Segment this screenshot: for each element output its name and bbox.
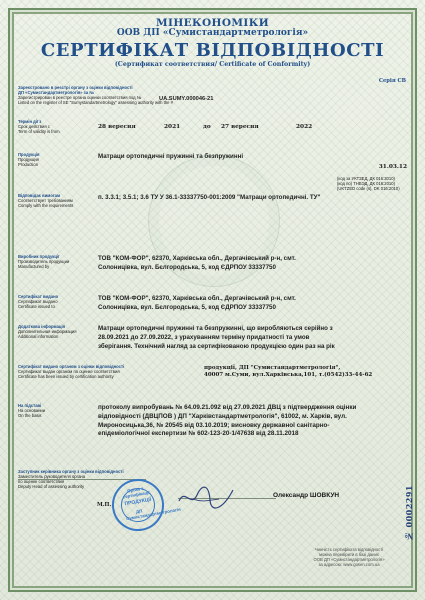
product-code-reference-3: (UKTZED code (s), DK 016:2010) xyxy=(337,185,400,191)
validity-labels xyxy=(18,120,92,135)
requirements-label-en: Comply with the requirements xyxy=(18,202,74,208)
registry-label-en-1: Listed on the register of SE "Sumystandartmetrology" assessing authority with the # xyxy=(18,99,173,105)
certificate-title: СЕРТИФІКАТ ВІДПОВІДНОСТІ xyxy=(40,40,385,62)
additional-info-labels xyxy=(18,325,92,340)
issuing-organization: ООВ ДП «Сумистандартметрологія» xyxy=(116,28,309,39)
signatory-label-en: Deputy Head of assessing authority xyxy=(18,483,85,489)
issuer-value xyxy=(204,365,412,380)
validity-label-en: Term of validity is from xyxy=(18,128,60,134)
manufacturer-label-ru: Производитель продукции xyxy=(18,258,70,264)
issuer-labels xyxy=(18,365,188,380)
issuer-line-2: 40007 м.Суми, вул.Харківська,101, т.(0542)33-44-62 xyxy=(204,372,373,379)
registry-number: UA.SUMY.000046-21 xyxy=(159,96,214,102)
basis-line-1: протоколу випробувань № 64.09.21.092 від 27.09.2021 ДВЦ з підтвердження оцінки xyxy=(98,404,357,411)
product-code: 31.03.12 xyxy=(378,164,407,170)
valid-to-year: 2022 xyxy=(296,124,313,130)
additional-info-line-1: Матраци ортопедичні пружинні та безпружинні, що виробляються серійно з xyxy=(98,325,333,332)
certificate-subtitle: (Сертификат соответствия/ Certificate of Conformity) xyxy=(114,61,311,69)
product-name: Матраци ортопедичні пружинні та безпружинні xyxy=(98,153,244,160)
basis-section xyxy=(18,404,407,459)
basis-label-ru: На основании xyxy=(18,407,46,413)
valid-from-date: 28 вересня xyxy=(98,124,136,130)
basis-label-ua: На підставі xyxy=(18,403,42,408)
valid-to-date: 27 вересня xyxy=(221,124,259,130)
issuer-section xyxy=(18,365,407,387)
issued-to-section xyxy=(18,295,407,325)
certificate-content xyxy=(9,8,416,69)
signatory-label-ru-2: по оценке соответствия xyxy=(18,478,65,484)
additional-info-value xyxy=(98,325,407,352)
issued-to-labels xyxy=(18,295,92,310)
basis-line-3: Мироносицька,36, № 20545 від 03.10.2019; висновку державної санітарно- xyxy=(98,421,330,429)
footer-line-3: ООВ ДП «Сумистандартметрологія» xyxy=(313,556,385,562)
handwritten-signature xyxy=(175,483,237,511)
signatory-name: Олександр ШОВКУН xyxy=(273,492,340,499)
additional-info-label-en: Additional information xyxy=(18,333,59,339)
signatory-label-ua: Заступник керівника органу з оцінки відповідності xyxy=(18,469,124,474)
requirements-value: п. 3.3.1; 3.5.1; 3.6 ТУ У 36.1-33337750-001:2009 "Матраци ортопедичні. ТУ" xyxy=(98,194,321,201)
validity-label-ru: Срок действия с xyxy=(18,123,50,129)
registry-label-ua-1: Зареєстровано в реєстрі органу з оцінки відповідності xyxy=(18,85,133,90)
seal-line-3: ДП Сумистандартметрологія xyxy=(125,506,182,522)
requirements-label-ua: Відповідає вимогам xyxy=(18,193,61,198)
manufacturer-labels xyxy=(18,255,92,270)
manufacturer-line-2: Солоницівка, вул. Бєлгородська, 5, код ЄДРПОУ 33337750 xyxy=(98,263,276,271)
signatory-divider xyxy=(18,479,146,480)
validity-term-section xyxy=(18,120,407,138)
manufacturer-line-1: ТОВ "КОМ-ФОР", 62370, Харківська обл., Дергачівський р-н, смт. xyxy=(98,255,296,262)
product-code-reference-1: (код за УКТЗЕД, ДК 016:2010) xyxy=(337,176,395,181)
basis-value xyxy=(98,404,407,439)
issued-to-line-1: ТОВ "КОМ-ФОР", 62370, Харківська обл., Дергачівський р-н, смт. xyxy=(98,295,296,302)
additional-info-label-ua: Додаткова інформація xyxy=(18,324,66,329)
manufacturer-label-ua: Виробник продукції xyxy=(18,254,60,259)
additional-info-line-2: 28.09.2021 до 27.09.2022, з урахуванням терміну придатності та умов xyxy=(98,333,310,341)
additional-info-section xyxy=(18,325,407,364)
seal-line-1: Орган з сертифікації xyxy=(122,485,151,500)
ministry-name: МІНЕКОНОМІКИ xyxy=(155,17,270,29)
product-label-ua: Продукція xyxy=(18,152,40,157)
basis-line-4: епідеміологічної експертизи № 602-123-20-1/47638 від 28.11.2018 xyxy=(98,430,299,438)
certificate-header xyxy=(23,18,402,69)
issuer-label-ru: Сертификат выдан органом по оценке соответствия xyxy=(18,368,120,374)
issuer-line-1: продукції, ДП "Сумистандартметрологія", xyxy=(204,365,341,371)
additional-info-line-3: зберігання. Технічний нагляд за сертифікованою продукцією один раз на рік xyxy=(98,342,335,350)
registry-labels xyxy=(18,86,254,106)
certificate-series: Серія СВ xyxy=(378,78,406,84)
issuer-label-ua: Сертифікат видано органом з оцінки відповідності xyxy=(18,364,125,369)
seal-mark-label: М.П. xyxy=(97,502,112,508)
footer-line-2: можна перевірити в базі даних xyxy=(319,551,379,557)
issuer-label-en: Certificate has been issued by certification authority xyxy=(18,373,114,379)
manufacturer-label-en: Manufactured by xyxy=(18,263,50,269)
watermark-pattern xyxy=(148,155,280,287)
issued-to-value xyxy=(98,295,407,313)
registry-label-ru-1: Зарегистрирован в реестре органа оценки соответствия под № xyxy=(18,94,142,100)
footer-line-1: Чинність сертифіката відповідності xyxy=(314,547,384,552)
product-labels xyxy=(18,153,92,168)
document-number: № 0002291 xyxy=(404,485,414,542)
additional-info-label-ru: Дополнительная информация xyxy=(18,328,77,334)
registry-section xyxy=(18,86,407,114)
requirements-label-ru: Соответствует требованиям xyxy=(18,197,73,203)
requirements-labels xyxy=(18,194,92,209)
issued-to-label-ru: Сертификат выдано xyxy=(18,298,58,304)
product-code-references xyxy=(337,177,425,192)
basis-line-2: відповідності (ДВЦПОВ ) ДП "Харківстандартметрологія", 61002, м. Харків, вул. xyxy=(98,412,347,420)
issued-to-label-en: Certificate issued to xyxy=(18,303,55,309)
validity-to-word: до xyxy=(203,124,211,130)
signatory-label-ru-1: Заместитель руководителя органа xyxy=(18,473,86,479)
seal-line-2: ПРОДУКЦІЇ xyxy=(124,496,152,508)
basis-labels xyxy=(18,404,92,419)
issued-to-label-ua: Сертифікат видано xyxy=(18,294,59,299)
footer-verification-note xyxy=(293,548,405,568)
product-label-ru: Продукция xyxy=(18,156,39,162)
basis-label-en: On the basis xyxy=(18,412,42,418)
product-label-en: Production xyxy=(18,161,39,167)
registry-label-ua-2: ДП «Сумистандартметрологія» за № xyxy=(18,89,94,95)
footer-line-4: за адресою: www.gosen.com.ua xyxy=(318,561,380,567)
validity-label-ua: Термін дії з xyxy=(18,119,42,124)
issued-to-line-2: Солоницівка, вул. Бєлгородська, 5, код ЄДРПОУ 33337750 xyxy=(98,303,276,311)
valid-from-year: 2021 xyxy=(164,124,181,130)
product-code-reference-2: (код по) ТНВЭД, ДК 016:2010) xyxy=(337,180,395,186)
